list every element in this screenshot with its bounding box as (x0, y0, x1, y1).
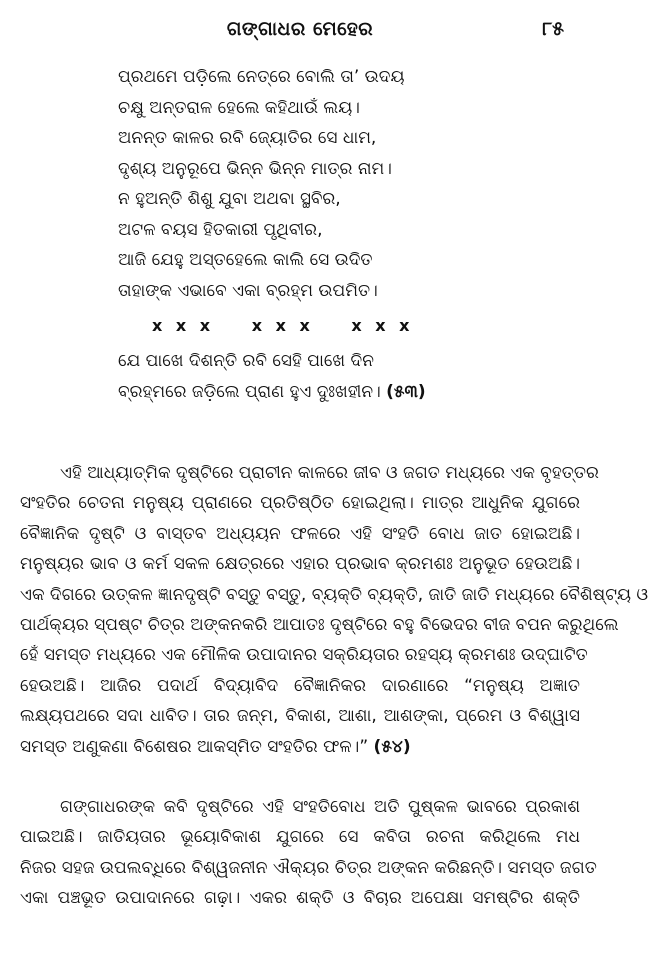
poem-line-final (118, 377, 578, 408)
paragraph-line: ହେଁ ସମସ୍ତ ମଧ୍ୟରେ ଏକ ମୌଳିକ ଉପାଦାନର ସକ୍ରିୟତାର ରହସ୍ୟ କ୍ରମଶଃ ଉଦ୍‌ଘାଟିତ (20, 645, 588, 666)
separator-mark: x x x (152, 316, 215, 335)
stanza-separator (118, 306, 578, 346)
paragraph-line: ସଂହତିର ଚେତନା ମନୁଷ୍ୟ ପ୍ରାଣରେ ପ୍ରତିଷ୍ଠିତ ହୋଇଥିଲା। ମାତ୍ର ଆଧୁନିକ ଯୁଗରେ (20, 493, 580, 514)
paragraph-line-final (20, 732, 580, 762)
page-number: ୮୫ (542, 18, 564, 40)
paragraph-line: ବୈଜ୍ଞାନିକ ଦୃଷ୍ଟି ଓ ବାସ୍ତବ ଅଧ୍ୟୟନ ଫଳରେ ଏହି ସଂହତି ବୋଧ ଜାତ ହୋଇଅଛି। (20, 523, 580, 544)
poem-line: ଦୃଶ୍ୟ ଅନୁରୂପେ ଭିନ୍ନ ଭିନ୍ନ ମାତ୍ର ନାମ। (118, 158, 392, 179)
poem-line-text: ବ୍ରହ୍ମରେ ଜଡ଼ିଲେ ପ୍ରାଣ ହୁଏ ଦୁଃଖହୀନ। (118, 381, 381, 402)
poem-line: ନ ହୁଅନ୍ତି ଶିଶୁ ଯୁବା ଅଥବା ସ୍ଥବିର, (118, 189, 341, 209)
paragraph-line: ମନୁଷ୍ୟର ଭାବ ଓ କର୍ମ ସକଳ କ୍ଷେତ୍ରରେ ଏହାର ପ୍ରଭାବ କ୍ରମଶଃ ଅନୁଭୂତ ହେଉଅଛି। (20, 554, 580, 575)
poem-line: ତାହାଙ୍କ ଏଭାବେ ଏକା ବ୍ରହ୍ମ ଉପମିତ। (118, 280, 378, 301)
paragraph-line: ଲକ୍ଷ୍ୟପଥରେ ସଦା ଧାବିତ। ତାର ଜନ୍ମ, ବିକାଶ, ଆଶା, ଆଶଙ୍କା, ପ୍ରେମ ଓ ବିଶ୍ୱାସ (20, 706, 580, 727)
paragraph-line: ଏକା ପଞ୍ଚଭୂତ ଉପାଦାନରେ ଗଢ଼ା। ଏକର ଶକ୍ତି ଓ ବିଚାର ଅପେକ୍ଷା ସମଷ୍ଟିର ଶକ୍ତି (20, 888, 580, 909)
paragraph-line: ପାଇଅଛି। ଜାତିୟତାର ଭୂୟୋବିକାଶ ଯୁଗରେ ସେ କବିତା ରଚନା କରିଥିଲେ ମଧ (20, 827, 580, 848)
separator-mark: x x x (251, 316, 314, 335)
poem-line: ପ୍ରଥମେ ପଡ଼ିଲେ ନେତ୍ରେ ବୋଲି ତା’ ଉଦୟ (118, 67, 405, 87)
paragraph-line: ହେଉଅଛି। ଆଜିର ପଦାର୍ଥ ବିଦ୍ୟାବିଦ ବୈଜ୍ଞାନିକର ଦାରଣାରେ “ମନୁଷ୍ୟ ଅଜ୍ଞାତ (20, 675, 580, 696)
paragraph-line: ଏହି ଆଧ୍ୟାତ୍ମିକ ଦୃଷ୍ଟିରେ ପ୍ରାଚୀନ କାଳରେ ଜୀବ ଓ ଜଗତ ମଧ୍ୟରେ ଏକ ବୃହତ୍ତର (60, 463, 599, 483)
running-header-title: ଗଙ୍ଗାଧର ମେହେର (226, 18, 374, 40)
paragraph-line: ଗଙ୍ଗାଧରଙ୍କ କବି ଦୃଷ୍ଟିରେ ଏହି ସଂହତିବୋଧ ଅତି ପୁଷ୍କଳ ଭାବରେ ପ୍ରକାଶ (60, 797, 580, 817)
citation-reference: (୫୪) (373, 736, 411, 757)
poem-line: ଅଟଳ ବୟସ ହିତକାରୀ ପୃଥିବୀର, (118, 219, 323, 240)
paragraph-line: ପାର୍ଥକ୍ୟର ସ୍ପଷ୍ଟ ଚିତ୍ର ଅଙ୍କନକରି ଆପାତଃ ଦୃଷ୍ଟିରେ ବହୁ ବିଭେଦର ବୀଜ ବପନ କରୁଥିଲେ (20, 615, 619, 636)
paragraph-line-text: ସମସ୍ତ ଅଣୁକଣା ବିଶେଷର ଆକସ୍ମିତ ସଂହତିର ଫଳ।” (20, 736, 369, 757)
separator-mark: x x x (351, 316, 414, 335)
paragraph-1 (20, 458, 648, 762)
poem-line: ଅନନ୍ତ କାଳର ରବି ଜ୍ୟୋତିର ସେ ଧାମ, (118, 128, 377, 148)
poem-block (118, 62, 578, 407)
paragraph-line: ଏକ ଦିଗରେ ଉତ୍କଳ ଜ୍ଞାନଦୃଷ୍ଟି ବସ୍ତୁ ବସ୍ତୁ, ବ୍ୟକ୍ତି ବ୍ୟକ୍ତି, ଜାତି ଜାତି ମଧ୍ୟରେ ବୈଶିଷ୍ଟ୍ୟ ଓ (20, 584, 648, 605)
paragraph-line: ନିଜର ସହଜ ଉପଲବ୍ଧିରେ ବିଶ୍ୱଜନୀନ ଐକ୍ୟର ଚିତ୍ର ଅଙ୍କନ କରିଛନ୍ତି। ସମସ୍ତ ଜଗତ (20, 857, 597, 878)
paragraph-2 (20, 792, 597, 914)
verse-reference: (୫୩) (386, 381, 426, 402)
poem-line: ଆଜି ଯେହୁ ଅସ୍ତହେଲେ କାଲି ସେ ଉଦିତ (118, 250, 373, 270)
poem-line: ଯେ ପାଖେ ଦିଶନ୍ତି ରବି ସେହି ପାଖେ ଦିନ (118, 351, 374, 371)
poem-line: ଚକ୍ଷୁ ଅନ୍ତରାଳ ହେଲେ କହିଥାଉଁ ଲୟ। (118, 97, 360, 118)
